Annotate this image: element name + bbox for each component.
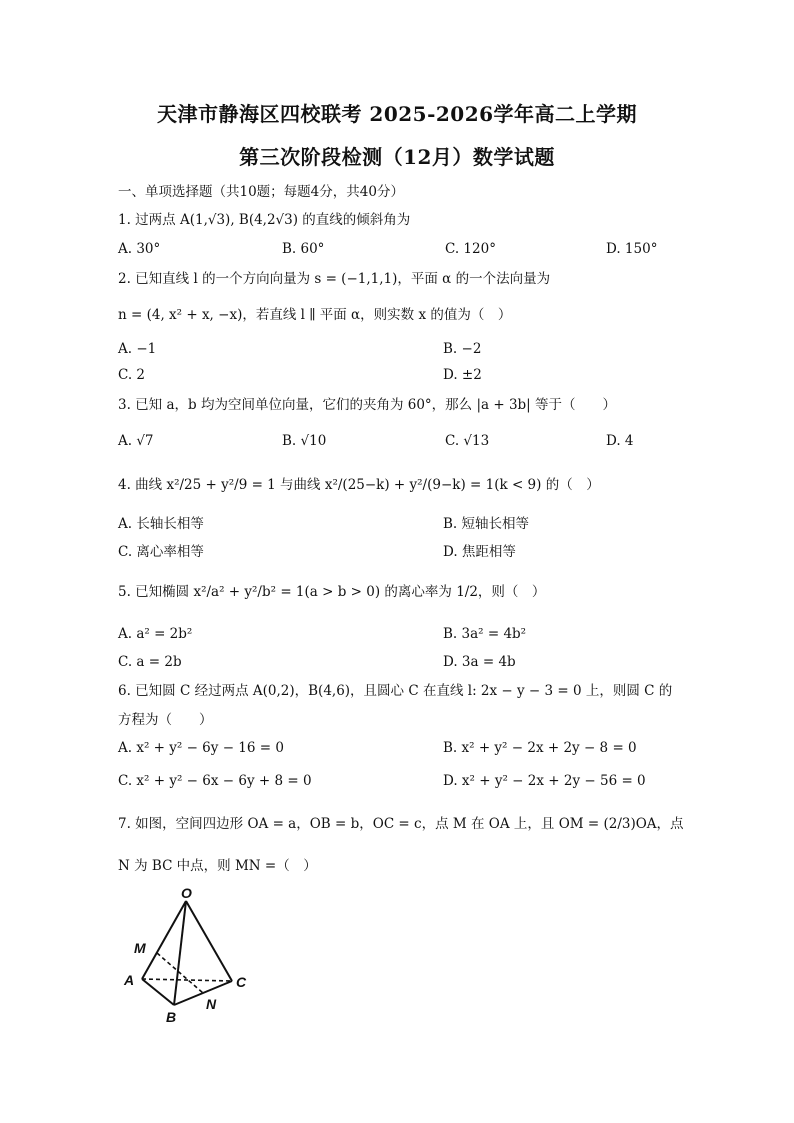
q3-option-a: A. √7 <box>118 433 154 449</box>
q1-option-c: C. 120° <box>445 241 496 257</box>
q2-option-b: B. −2 <box>443 341 482 357</box>
edge-ac-hidden <box>142 979 232 981</box>
q1-option-b: B. 60° <box>282 241 325 257</box>
q1-option-a: A. 30° <box>118 241 161 257</box>
label-o: O <box>181 885 192 901</box>
edge-oc <box>186 901 232 981</box>
q3-stem: 3. 已知 a，b 均为空间单位向量，它们的夹角为 60°，那么 |a + 3b| 等于（ ） <box>118 397 617 413</box>
tetrahedron-figure <box>118 885 268 1025</box>
q2-option-c: C. 2 <box>118 367 146 383</box>
edge-oa <box>142 901 186 979</box>
q6-stem-line2: 方程为（ ） <box>118 712 213 728</box>
edge-ob <box>174 901 186 1005</box>
label-n: N <box>206 996 217 1012</box>
q2-option-d: D. ±2 <box>443 367 482 383</box>
q7-stem-line1: 7. 如图，空间四边形 OA = a，OB = b，OC = c，点 M 在 OA 上，且 OM = (2/3)OA，点 <box>118 816 684 832</box>
q5-option-a: A. a² = 2b² <box>118 626 193 642</box>
q6-option-c: C. x² + y² − 6x − 6y + 8 = 0 <box>118 773 312 789</box>
label-a: A <box>124 972 135 988</box>
q4-option-c: C. 离心率相等 <box>118 544 204 560</box>
q4-option-b: B. 短轴长相等 <box>443 516 530 532</box>
section-heading: 一、单项选择题（共10题；每题4分，共40分） <box>118 184 404 200</box>
q3-option-c: C. √13 <box>445 433 490 449</box>
q2-option-a: A. −1 <box>118 341 157 357</box>
q5-option-d: D. 3a = 4b <box>443 654 516 670</box>
q5-stem: 5. 已知椭圆 x²/a² + y²/b² = 1(a > b > 0) 的离心率为 1/2，则（ ） <box>118 584 546 600</box>
q6-option-d: D. x² + y² − 2x + 2y − 56 = 0 <box>443 773 646 789</box>
exam-title-line2: 第三次阶段检测（12月）数学试题 <box>239 145 555 169</box>
edge-bc <box>174 981 232 1005</box>
q4-option-d: D. 焦距相等 <box>443 544 516 560</box>
q1-stem: 1. 过两点 A(1,√3), B(4,2√3) 的直线的倾斜角为 <box>118 212 411 228</box>
q5-option-b: B. 3a² = 4b² <box>443 626 527 642</box>
q4-option-a: A. 长轴长相等 <box>118 516 204 532</box>
edge-ab <box>142 979 174 1005</box>
q2-stem-line2: n = (4, x² + x, −x)，若直线 l ∥ 平面 α，则实数 x 的值为（ ） <box>118 307 512 323</box>
q5-option-c: C. a = 2b <box>118 654 182 670</box>
q1-option-d: D. 150° <box>606 241 658 257</box>
q6-option-b: B. x² + y² − 2x + 2y − 8 = 0 <box>443 740 637 756</box>
exam-title-line1: 天津市静海区四校联考 2025-2026学年高二上学期 <box>156 102 638 126</box>
q6-option-a: A. x² + y² − 6y − 16 = 0 <box>118 740 284 756</box>
q2-stem-line1: 2. 已知直线 l 的一个方向向量为 s = (−1,1,1)，平面 α 的一个法向量为 <box>118 271 551 287</box>
q7-stem-line2: N 为 BC 中点，则 MN =（ ） <box>118 858 317 874</box>
label-b: B <box>166 1009 177 1025</box>
label-m: M <box>134 940 146 956</box>
q6-stem-line1: 6. 已知圆 C 经过两点 A(0,2)，B(4,6)，且圆心 C 在直线 l: 2x − y − 3 = 0 上，则圆 C 的 <box>118 683 673 699</box>
q3-option-d: D. 4 <box>606 433 634 449</box>
q3-option-b: B. √10 <box>282 433 327 449</box>
q4-stem: 4. 曲线 x²/25 + y²/9 = 1 与曲线 x²/(25−k) + y²/(9−k) = 1(k < 9) 的（ ） <box>118 477 600 493</box>
label-c: C <box>236 974 247 990</box>
